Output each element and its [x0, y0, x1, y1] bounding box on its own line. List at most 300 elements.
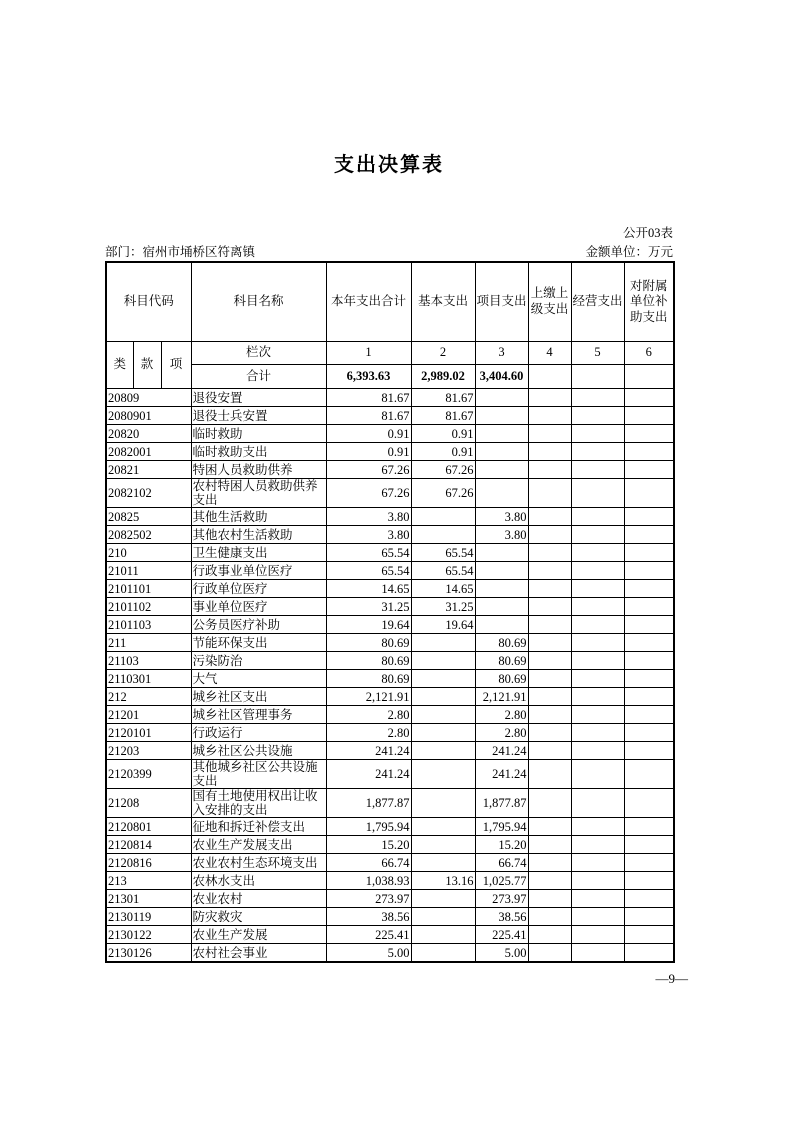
table-row: [106, 854, 674, 872]
amount-cell: [571, 407, 624, 425]
amount-cell: [571, 670, 624, 688]
amount-cell: [624, 562, 674, 580]
amount-cell: [475, 598, 528, 616]
total-amount-cell: 2,989.02: [411, 365, 475, 389]
subject-code-cell: 210: [106, 544, 191, 562]
table-row: [106, 670, 674, 688]
amount-cell: [624, 742, 674, 760]
subject-code-cell: 21103: [106, 652, 191, 670]
amount-cell: 241.24: [475, 742, 528, 760]
total-amount-cell: 3,404.60: [475, 365, 528, 389]
subject-name-cell: 临时救助: [191, 425, 326, 443]
meta-row: [105, 244, 673, 260]
subject-code-cell: 2101103: [106, 616, 191, 634]
amount-cell: [624, 760, 674, 789]
amount-cell: [624, 789, 674, 818]
amount-cell: [528, 425, 571, 443]
amount-cell: [411, 670, 475, 688]
amount-cell: [571, 580, 624, 598]
amount-cell: 66.74: [326, 854, 411, 872]
amount-cell: 1,038.93: [326, 872, 411, 890]
subject-code-cell: 2120816: [106, 854, 191, 872]
table-row: [106, 944, 674, 963]
subject-name-cell: 征地和拆迁补偿支出: [191, 818, 326, 836]
subject-code-cell: 213: [106, 872, 191, 890]
amount-cell: [624, 479, 674, 508]
amount-cell: [528, 944, 571, 963]
amount-cell: [528, 526, 571, 544]
amount-cell: 81.67: [411, 389, 475, 407]
amount-cell: [571, 760, 624, 789]
amount-cell: [528, 706, 571, 724]
amount-cell: 3.80: [326, 508, 411, 526]
column-index-5: 5: [571, 342, 624, 365]
amount-cell: [528, 836, 571, 854]
amount-cell: 241.24: [475, 760, 528, 789]
amount-cell: [528, 818, 571, 836]
amount-cell: [411, 742, 475, 760]
table-row: [106, 616, 674, 634]
header-item: 项: [161, 342, 191, 389]
amount-cell: 1,795.94: [326, 818, 411, 836]
amount-cell: [571, 789, 624, 818]
amount-cell: [475, 479, 528, 508]
subject-code-cell: 212: [106, 688, 191, 706]
subject-code-cell: 2120101: [106, 724, 191, 742]
amount-cell: [624, 544, 674, 562]
table-row: [106, 872, 674, 890]
amount-cell: 3.80: [326, 526, 411, 544]
amount-cell: [411, 818, 475, 836]
amount-cell: 0.91: [326, 443, 411, 461]
subject-name-cell: 城乡社区管理事务: [191, 706, 326, 724]
subject-name-cell: 城乡社区支出: [191, 688, 326, 706]
amount-cell: [528, 760, 571, 789]
subject-name-cell: 行政运行: [191, 724, 326, 742]
subject-name-cell: 行政事业单位医疗: [191, 562, 326, 580]
amount-cell: 31.25: [326, 598, 411, 616]
amount-cell: [571, 890, 624, 908]
amount-cell: [475, 580, 528, 598]
amount-cell: 81.67: [411, 407, 475, 425]
amount-cell: [571, 652, 624, 670]
amount-cell: [571, 526, 624, 544]
amount-cell: [624, 616, 674, 634]
amount-cell: [571, 634, 624, 652]
table-row: [106, 526, 674, 544]
total-row: [106, 365, 674, 389]
header-row: [106, 262, 674, 342]
amount-cell: [528, 908, 571, 926]
amount-cell: [624, 670, 674, 688]
total-amount-cell: [571, 365, 624, 389]
amount-cell: [411, 634, 475, 652]
amount-cell: [411, 508, 475, 526]
amount-cell: [571, 854, 624, 872]
subject-code-cell: 2082102: [106, 479, 191, 508]
table-row: [106, 598, 674, 616]
amount-cell: [411, 890, 475, 908]
column-index-3: 3: [475, 342, 528, 365]
header-total-expenditure: 本年支出合计: [326, 262, 411, 342]
amount-cell: [571, 944, 624, 963]
subject-code-cell: 2120801: [106, 818, 191, 836]
subject-code-cell: 20820: [106, 425, 191, 443]
subject-code-cell: 2082502: [106, 526, 191, 544]
table-row: [106, 908, 674, 926]
amount-cell: [528, 598, 571, 616]
amount-cell: [571, 872, 624, 890]
subject-name-cell: 农业生产发展支出: [191, 836, 326, 854]
amount-cell: 38.56: [326, 908, 411, 926]
amount-cell: 67.26: [326, 479, 411, 508]
expenditure-table: [105, 261, 675, 963]
header-subject-name: 科目名称: [191, 262, 326, 342]
total-amount-cell: 6,393.63: [326, 365, 411, 389]
subject-name-cell: 公务员医疗补助: [191, 616, 326, 634]
amount-cell: [571, 425, 624, 443]
amount-cell: 2.80: [326, 724, 411, 742]
amount-cell: [528, 580, 571, 598]
header-category: 类: [106, 342, 133, 389]
amount-cell: [571, 724, 624, 742]
amount-cell: 2,121.91: [326, 688, 411, 706]
amount-cell: [475, 389, 528, 407]
amount-cell: [528, 508, 571, 526]
amount-cell: [411, 652, 475, 670]
amount-cell: [528, 544, 571, 562]
table-row: [106, 836, 674, 854]
amount-cell: 80.69: [475, 634, 528, 652]
amount-cell: [411, 688, 475, 706]
subject-name-cell: 大气: [191, 670, 326, 688]
amount-cell: 19.64: [326, 616, 411, 634]
subject-name-cell: 行政单位医疗: [191, 580, 326, 598]
amount-cell: 80.69: [475, 670, 528, 688]
amount-cell: [528, 479, 571, 508]
subject-code-cell: 20821: [106, 461, 191, 479]
amount-cell: 65.54: [411, 562, 475, 580]
subject-code-cell: 2101101: [106, 580, 191, 598]
subject-code-cell: 20809: [106, 389, 191, 407]
amount-cell: 81.67: [326, 407, 411, 425]
table-row: [106, 389, 674, 407]
amount-cell: [624, 872, 674, 890]
subject-name-cell: 城乡社区公共设施: [191, 742, 326, 760]
amount-cell: [571, 908, 624, 926]
table-row: [106, 890, 674, 908]
amount-cell: [624, 443, 674, 461]
page-number: —9—: [655, 971, 688, 986]
amount-cell: 2.80: [326, 706, 411, 724]
amount-cell: [528, 854, 571, 872]
table-row: [106, 562, 674, 580]
amount-cell: [411, 944, 475, 963]
subject-code-cell: 2120399: [106, 760, 191, 789]
amount-cell: 14.65: [326, 580, 411, 598]
amount-cell: [624, 854, 674, 872]
subject-code-cell: 21301: [106, 890, 191, 908]
subject-code-cell: 21203: [106, 742, 191, 760]
amount-cell: 14.65: [411, 580, 475, 598]
subject-name-cell: 其他农村生活救助: [191, 526, 326, 544]
total-row-label: 合计: [191, 365, 326, 389]
subject-name-cell: 事业单位医疗: [191, 598, 326, 616]
amount-cell: 80.69: [326, 652, 411, 670]
amount-cell: [571, 742, 624, 760]
amount-cell: [411, 836, 475, 854]
amount-cell: [528, 634, 571, 652]
table-row: [106, 634, 674, 652]
amount-cell: 67.26: [411, 461, 475, 479]
table-row: [106, 706, 674, 724]
amount-cell: [411, 760, 475, 789]
column-index-row: [106, 342, 674, 365]
table-row: [106, 818, 674, 836]
amount-cell: [475, 616, 528, 634]
amount-cell: 80.69: [326, 670, 411, 688]
amount-cell: [528, 652, 571, 670]
amount-cell: [528, 789, 571, 818]
table-row: [106, 544, 674, 562]
amount-cell: [475, 461, 528, 479]
header-operating-expenditure: 经营支出: [571, 262, 624, 342]
subject-code-cell: 2080901: [106, 407, 191, 425]
amount-cell: [571, 443, 624, 461]
column-index-label: 栏次: [191, 342, 326, 365]
subject-name-cell: 农业农村: [191, 890, 326, 908]
header-subject-code: 科目代码: [106, 262, 191, 342]
amount-cell: [528, 890, 571, 908]
amount-cell: [528, 389, 571, 407]
column-index-4: 4: [528, 342, 571, 365]
subject-code-cell: 20825: [106, 508, 191, 526]
amount-cell: 15.20: [475, 836, 528, 854]
amount-cell: 65.54: [411, 544, 475, 562]
subject-code-cell: 2101102: [106, 598, 191, 616]
amount-cell: [624, 652, 674, 670]
table-row: [106, 760, 674, 789]
subject-name-cell: 临时救助支出: [191, 443, 326, 461]
table-row: [106, 789, 674, 818]
amount-cell: [624, 688, 674, 706]
amount-cell: [528, 407, 571, 425]
amount-cell: 241.24: [326, 760, 411, 789]
amount-cell: [411, 854, 475, 872]
column-index-2: 2: [411, 342, 475, 365]
amount-cell: [411, 908, 475, 926]
amount-cell: 225.41: [326, 926, 411, 944]
subject-name-cell: 农业农村生态环境支出: [191, 854, 326, 872]
amount-cell: [571, 544, 624, 562]
amount-cell: 1,025.77: [475, 872, 528, 890]
amount-cell: [475, 443, 528, 461]
header-project-expenditure: 项目支出: [475, 262, 528, 342]
amount-cell: [528, 443, 571, 461]
amount-cell: [411, 706, 475, 724]
amount-cell: [571, 461, 624, 479]
amount-cell: [571, 616, 624, 634]
column-index-6: 6: [624, 342, 674, 365]
amount-cell: 3.80: [475, 508, 528, 526]
table-row: [106, 742, 674, 760]
amount-cell: 0.91: [326, 425, 411, 443]
subject-name-cell: 退役安置: [191, 389, 326, 407]
header-section: 款: [133, 342, 161, 389]
amount-cell: [571, 389, 624, 407]
subject-name-cell: 卫生健康支出: [191, 544, 326, 562]
subject-code-cell: 21208: [106, 789, 191, 818]
amount-cell: [571, 926, 624, 944]
subject-name-cell: 农村社会事业: [191, 944, 326, 963]
amount-cell: [528, 742, 571, 760]
amount-cell: [571, 818, 624, 836]
amount-cell: [411, 724, 475, 742]
amount-cell: [571, 479, 624, 508]
amount-cell: 80.69: [326, 634, 411, 652]
amount-cell: [475, 425, 528, 443]
amount-cell: [528, 724, 571, 742]
subject-name-cell: 国有土地使用权出让收入安排的支出: [191, 789, 326, 818]
amount-cell: [528, 670, 571, 688]
table-row: [106, 724, 674, 742]
page-title: 支出决算表: [334, 154, 444, 176]
amount-cell: [528, 688, 571, 706]
amount-cell: 15.20: [326, 836, 411, 854]
amount-cell: [624, 706, 674, 724]
subject-name-cell: 节能环保支出: [191, 634, 326, 652]
subject-name-cell: 防灾救灾: [191, 908, 326, 926]
subject-name-cell: 农业生产发展: [191, 926, 326, 944]
amount-cell: [411, 526, 475, 544]
amount-cell: 5.00: [475, 944, 528, 963]
table-row: [106, 479, 674, 508]
amount-cell: [624, 526, 674, 544]
table-row: [106, 508, 674, 526]
amount-cell: 67.26: [326, 461, 411, 479]
amount-cell: 273.97: [475, 890, 528, 908]
subject-name-cell: 退役士兵安置: [191, 407, 326, 425]
total-amount-cell: [624, 365, 674, 389]
amount-cell: 31.25: [411, 598, 475, 616]
subject-code-cell: 211: [106, 634, 191, 652]
amount-cell: [571, 562, 624, 580]
header-subsidy-expenditure: 对附属单位补助支出: [624, 262, 674, 342]
amount-cell: 2,121.91: [475, 688, 528, 706]
amount-cell: 19.64: [411, 616, 475, 634]
amount-cell: 3.80: [475, 526, 528, 544]
amount-cell: 65.54: [326, 544, 411, 562]
amount-cell: 1,877.87: [475, 789, 528, 818]
amount-cell: [624, 634, 674, 652]
amount-cell: 1,877.87: [326, 789, 411, 818]
amount-cell: [624, 425, 674, 443]
amount-cell: [528, 616, 571, 634]
table-row: [106, 652, 674, 670]
table-row: [106, 926, 674, 944]
subject-name-cell: 农村特困人员救助供养支出: [191, 479, 326, 508]
amount-cell: [624, 389, 674, 407]
amount-cell: 2.80: [475, 706, 528, 724]
amount-cell: [571, 706, 624, 724]
subject-code-cell: 2130122: [106, 926, 191, 944]
amount-cell: 273.97: [326, 890, 411, 908]
amount-cell: [624, 580, 674, 598]
amount-cell: [624, 944, 674, 963]
amount-cell: [571, 688, 624, 706]
amount-cell: 5.00: [326, 944, 411, 963]
amount-cell: [624, 598, 674, 616]
unit-label: 金额单位：万元: [585, 245, 673, 259]
subject-code-cell: 21011: [106, 562, 191, 580]
amount-cell: [624, 461, 674, 479]
amount-cell: [571, 836, 624, 854]
table-row: [106, 425, 674, 443]
table-row: [106, 688, 674, 706]
subject-name-cell: 特困人员救助供养: [191, 461, 326, 479]
table-row: [106, 580, 674, 598]
subject-code-cell: 2130119: [106, 908, 191, 926]
amount-cell: 81.67: [326, 389, 411, 407]
amount-cell: 65.54: [326, 562, 411, 580]
amount-cell: [411, 789, 475, 818]
amount-cell: 13.16: [411, 872, 475, 890]
subject-code-cell: 21201: [106, 706, 191, 724]
amount-cell: 67.26: [411, 479, 475, 508]
amount-cell: 2.80: [475, 724, 528, 742]
department-label: 部门：宿州市埇桥区符离镇: [105, 245, 256, 259]
total-amount-cell: [528, 365, 571, 389]
form-number-label: 公开03表: [622, 226, 673, 240]
amount-cell: [528, 926, 571, 944]
amount-cell: [624, 818, 674, 836]
amount-cell: [624, 508, 674, 526]
table-row: [106, 407, 674, 425]
amount-cell: 241.24: [326, 742, 411, 760]
amount-cell: [624, 836, 674, 854]
amount-cell: [475, 562, 528, 580]
amount-cell: [411, 926, 475, 944]
amount-cell: 0.91: [411, 425, 475, 443]
table-row: [106, 443, 674, 461]
amount-cell: 0.91: [411, 443, 475, 461]
amount-cell: [624, 407, 674, 425]
column-index-1: 1: [326, 342, 411, 365]
table-body: [106, 389, 674, 963]
amount-cell: [475, 544, 528, 562]
amount-cell: [475, 407, 528, 425]
amount-cell: [528, 562, 571, 580]
amount-cell: 66.74: [475, 854, 528, 872]
header-basic-expenditure: 基本支出: [411, 262, 475, 342]
header-upper-level-expenditure: 上缴上级支出: [528, 262, 571, 342]
subject-name-cell: 其他生活救助: [191, 508, 326, 526]
amount-cell: [571, 598, 624, 616]
subject-name-cell: 污染防治: [191, 652, 326, 670]
amount-cell: [624, 926, 674, 944]
subject-name-cell: 其他城乡社区公共设施支出: [191, 760, 326, 789]
subject-code-cell: 2082001: [106, 443, 191, 461]
amount-cell: 38.56: [475, 908, 528, 926]
subject-code-cell: 2130126: [106, 944, 191, 963]
amount-cell: [624, 890, 674, 908]
subject-name-cell: 农林水支出: [191, 872, 326, 890]
table-row: [106, 461, 674, 479]
amount-cell: [624, 908, 674, 926]
amount-cell: 225.41: [475, 926, 528, 944]
amount-cell: [528, 872, 571, 890]
amount-cell: [624, 724, 674, 742]
